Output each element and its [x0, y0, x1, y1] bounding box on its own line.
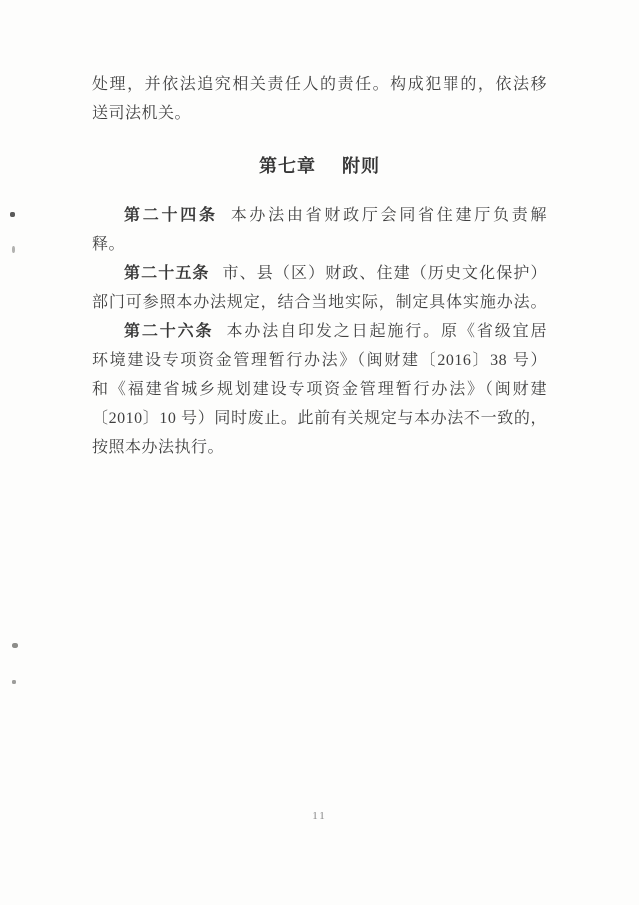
article-26-line: 按照本办法执行。: [92, 439, 225, 456]
scan-speck: [12, 680, 16, 684]
paragraph-line: 处理，并依法追究相关责任人的责任。构成犯罪的，依法移: [92, 76, 547, 93]
article-24-line: 释。: [92, 236, 126, 253]
article-25-text: 市、县（区）财政、住建（历史文化保护）: [222, 265, 547, 282]
article-25-line: 部门可参照本办法规定，结合当地实际，制定具体实施办法。: [92, 294, 547, 311]
chapter-heading: [92, 152, 547, 181]
article-24-text: 本办法由省财政厅会同省住建厅负责解: [230, 207, 547, 224]
page-number: 11: [312, 810, 327, 822]
scan-speck: [12, 246, 15, 253]
article-25-number: 第二十五条: [124, 265, 210, 282]
article-26-line: 环境建设专项资金管理暂行办法》（闽财建〔2016〕38 号）: [92, 352, 547, 369]
article-24-line: [92, 201, 547, 230]
article-26-text: 本办法自印发之日起施行。原《省级宜居: [226, 323, 547, 340]
document-body: [92, 70, 547, 462]
chapter-title: 附则: [342, 156, 380, 176]
article-24-number: 第二十四条: [124, 207, 218, 224]
scan-speck: [12, 643, 18, 648]
chapter-number: 第七章: [259, 156, 316, 176]
article-26-line: 〔2010〕10 号）同时废止。此前有关规定与本办法不一致的，: [92, 410, 547, 427]
scan-speck: [10, 212, 15, 217]
article-26-line: 和《福建省城乡规划建设专项资金管理暂行办法》（闽财建: [92, 381, 547, 398]
article-26-line: [92, 317, 547, 346]
article-26-number: 第二十六条: [124, 323, 214, 340]
article-25-line: [92, 259, 547, 288]
paragraph-line: 送司法机关。: [92, 105, 192, 122]
